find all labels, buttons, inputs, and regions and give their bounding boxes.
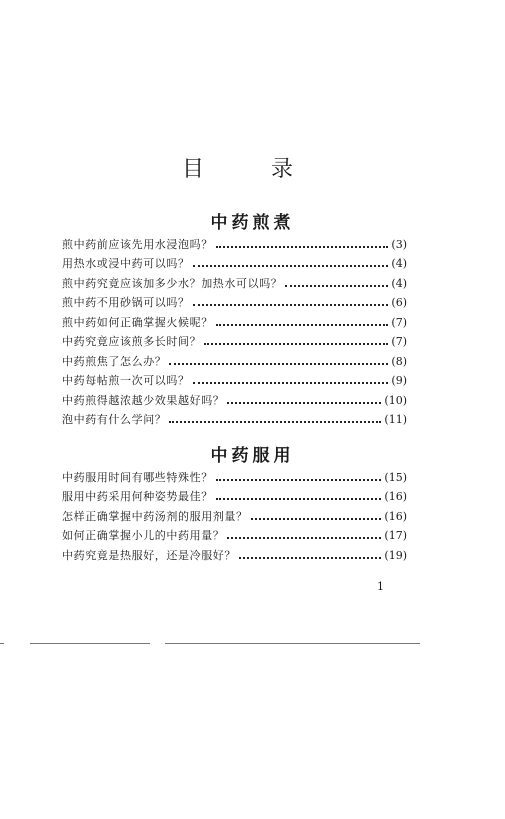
toc-entry-page: (8) [391, 354, 407, 368]
toc-entry-title: 煎中药究竟应该加多少水？加热水可以吗？ [62, 276, 283, 290]
section-heading-decoction: 中药煎煮 [210, 213, 295, 233]
footer-rule-segment [30, 643, 150, 644]
toc-entry-title: 怎样正确掌握中药汤剂的服用剂量？ [62, 509, 248, 523]
toc-leader-dots [251, 518, 382, 520]
toc-leader-dots [285, 285, 388, 287]
toc-entry-title: 中药究竟应该煎多长时间？ [62, 335, 202, 348]
toc-leader-dots [169, 421, 381, 423]
toc-entry-title: 煎中药如何正确掌握火候呢？ [62, 315, 213, 329]
toc-entry [62, 349, 407, 369]
toc-entry-page: (4) [391, 257, 407, 270]
toc-entry [62, 543, 407, 563]
toc-leader-dots [193, 304, 389, 306]
toc-entry [62, 232, 407, 252]
toc-leader-dots [216, 498, 382, 500]
toc-entry-title: 中药煎得越浓越少效果越好吗？ [62, 393, 225, 407]
toc-entry-page: (15) [384, 470, 407, 484]
toc-entry [62, 485, 407, 505]
page-title: 目 录 [182, 157, 323, 182]
toc-leader-dots [239, 557, 381, 559]
toc-entry-page: (10) [384, 393, 407, 407]
toc-entry [62, 330, 407, 350]
toc-entry-title: 中药究竟是热服好，还是冷服好？ [62, 548, 236, 562]
toc-entry [62, 271, 407, 291]
toc-entry-title: 中药每帖煎一次可以吗？ [62, 374, 190, 387]
toc-leader-dots [216, 246, 389, 248]
toc-leader-dots [227, 537, 381, 539]
toc-list-administration [62, 465, 407, 563]
toc-entry-page: (4) [391, 276, 407, 290]
toc-leader-dots [169, 363, 388, 365]
toc-entry-title: 中药煎焦了怎么办？ [62, 354, 167, 368]
toc-entry-page: (16) [384, 509, 407, 523]
toc-entry [62, 252, 407, 272]
toc-entry [62, 524, 407, 544]
toc-entry [62, 504, 407, 524]
footer-rule-segment [0, 643, 4, 644]
toc-entry-page: (17) [384, 529, 407, 542]
toc-leader-dots [216, 324, 389, 326]
toc-entry-title: 用热水或浸中药可以吗？ [62, 257, 190, 270]
toc-entry-page: (6) [391, 296, 407, 309]
toc-entry-page: (19) [384, 548, 407, 562]
toc-entry [62, 369, 407, 389]
toc-entry-title: 如何正确掌握小儿的中药用量？ [62, 529, 225, 542]
toc-entry-title: 泡中药有什么学问？ [62, 413, 167, 426]
toc-entry [62, 408, 407, 428]
toc-entry-page: (3) [391, 237, 407, 251]
toc-entry-title: 煎中药前应该先用水浸泡吗？ [62, 237, 213, 251]
toc-entry [62, 310, 407, 330]
toc-leader-dots [193, 382, 389, 384]
toc-entry-page: (7) [391, 315, 407, 329]
toc-entry-page: (7) [391, 335, 407, 348]
section-heading-administration: 中药服用 [210, 446, 295, 466]
toc-entry-title: 服用中药采用何种姿势最佳？ [62, 490, 213, 503]
footer-rule-segment [165, 643, 420, 644]
toc-leader-dots [227, 402, 381, 404]
page-number: 1 [377, 580, 384, 593]
toc-entry-page: (9) [391, 374, 407, 387]
toc-entry [62, 465, 407, 485]
toc-leader-dots [193, 265, 389, 267]
toc-entry [62, 291, 407, 311]
toc-entry-title: 煎中药不用砂锅可以吗？ [62, 296, 190, 309]
toc-entry [62, 388, 407, 408]
toc-entry-page: (11) [384, 413, 407, 426]
toc-leader-dots [204, 343, 388, 345]
toc-list-decoction [62, 232, 407, 427]
toc-leader-dots [216, 479, 382, 481]
toc-entry-page: (16) [384, 490, 407, 503]
toc-entry-title: 中药服用时间有哪些特殊性？ [62, 470, 213, 484]
